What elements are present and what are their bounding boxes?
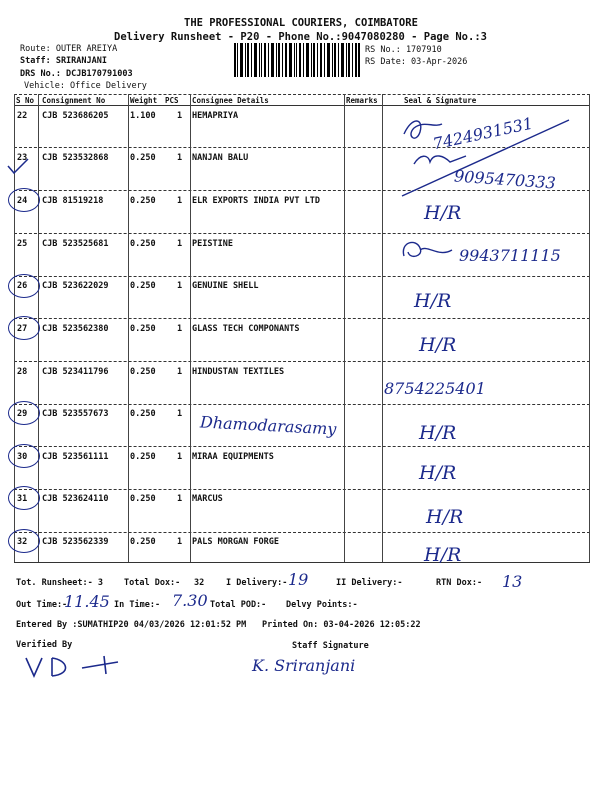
row-signature: H/R (414, 290, 452, 312)
row-consignee: MARCUS (192, 494, 223, 504)
row-signature: 7424931531 (431, 113, 535, 154)
row-weight: 0.250 (130, 196, 156, 206)
row-pcs: 1 (177, 196, 183, 206)
row-consignment: CJB 523525681 (42, 239, 109, 249)
col-remarks: Remarks (346, 96, 378, 105)
total-dox-label: Total Dox:- (124, 578, 181, 588)
staff-signature-value: K. Sriranjani (252, 656, 356, 675)
route-label: Route: OUTER AREIYA (20, 44, 118, 54)
signature-scribble (396, 234, 456, 264)
row-consignment: CJB 523557673 (42, 409, 109, 419)
row-consignee: NANJAN BALU (192, 153, 249, 163)
out-time-value: 11.45 (64, 592, 110, 611)
signature-scribble (410, 146, 470, 176)
col-consignee: Consignee Details (192, 96, 269, 105)
verified-signature (22, 652, 132, 682)
barcode-image (234, 43, 360, 77)
row-sno: 32 (17, 537, 28, 547)
circle-mark (8, 444, 40, 468)
row-pcs: 1 (177, 537, 183, 547)
row-consignee: ELR EXPORTS INDIA PVT LTD (192, 196, 320, 206)
ii-delivery-label: II Delivery:- (336, 578, 403, 588)
row-signature: H/R (419, 462, 457, 484)
row-weight: 0.250 (130, 537, 156, 547)
circle-mark (8, 529, 40, 553)
row-consignment: CJB 523562380 (42, 324, 109, 334)
row-signature: H/R (426, 506, 464, 528)
row-consignee: HINDUSTAN TEXTILES (192, 367, 285, 377)
row-weight: 1.100 (130, 111, 156, 121)
row-sno: 28 (17, 367, 28, 377)
row-sno: 29 (17, 409, 28, 419)
row-sno: 31 (17, 494, 28, 504)
row-signature: 9943711115 (459, 246, 561, 265)
drs-number: DRS No.: DCJB170791003 (20, 69, 133, 79)
col-consignment: Consignment No (42, 96, 106, 105)
runsheet-title: Delivery Runsheet - P20 - Phone No.:9047080280 - Page No.:3 (114, 31, 487, 43)
rs-date: RS Date: 03-Apr-2026 (365, 57, 468, 67)
row-signature: H/R (419, 422, 457, 444)
row-weight: 0.250 (130, 409, 156, 419)
row-weight: 0.250 (130, 153, 156, 163)
entered-by: Entered By :SUMATHIP20 04/03/2026 12:01:52 PM (16, 620, 247, 630)
row-sno: 27 (17, 324, 28, 334)
row-signature: H/R (424, 202, 462, 224)
col-pcs: PCS (165, 96, 179, 105)
row-pcs: 1 (177, 239, 183, 249)
row-weight: 0.250 (130, 494, 156, 504)
total-dox-value: 32 (194, 578, 205, 588)
row-weight: 0.250 (130, 452, 156, 462)
row-consignment: CJB 523561111 (42, 452, 109, 462)
in-time-label: In Time:- (114, 600, 161, 610)
row-consignment: CJB 81519218 (42, 196, 104, 206)
circle-mark (8, 188, 40, 212)
rtn-dox-value: 13 (502, 572, 523, 591)
delvy-points-label: Delvy Points:- (286, 600, 358, 610)
row-consignment: CJB 523624110 (42, 494, 109, 504)
rs-number: RS No.: 1707910 (365, 45, 442, 55)
row-consignee: MIRAA EQUIPMENTS (192, 452, 274, 462)
vehicle-label: Vehicle: Office Delivery (24, 81, 147, 91)
row-consignee: GENUINE SHELL (192, 281, 259, 291)
row-pcs: 1 (177, 409, 183, 419)
circle-mark (8, 274, 40, 298)
row-consignment: CJB 523686205 (42, 111, 109, 121)
row-sno: 30 (17, 452, 28, 462)
row-weight: 0.250 (130, 281, 156, 291)
row-pcs: 1 (177, 452, 183, 462)
row-pcs: 1 (177, 324, 183, 334)
total-pod-label: Total POD:- (210, 600, 267, 610)
row-sno: 25 (17, 239, 28, 249)
row-signature: 9095470333 (453, 166, 557, 193)
row-weight: 0.250 (130, 367, 156, 377)
circle-mark (8, 401, 40, 425)
circle-mark (8, 316, 40, 340)
row-pcs: 1 (177, 111, 183, 121)
row-consignee-handwritten: Dhamodarasamy (199, 412, 337, 439)
row-consignee: PALS MORGAN FORGE (192, 537, 279, 547)
i-delivery-label: I Delivery:- (226, 578, 288, 588)
col-weight: Weight (130, 96, 158, 105)
row-pcs: 1 (177, 494, 183, 504)
row-signature: 8754225401 (384, 379, 486, 398)
row-consignee: GLASS TECH COMPONANTS (192, 324, 300, 334)
out-time-label: Out Time:- (16, 600, 68, 610)
row-consignee: PEISTINE (192, 239, 233, 249)
i-delivery-value: 19 (288, 570, 309, 589)
row-sno: 24 (17, 196, 28, 206)
row-pcs: 1 (177, 367, 183, 377)
runsheet-table (14, 94, 590, 566)
staff-label: Staff: SRIRANJANI (20, 56, 107, 66)
row-sno: 23 (17, 153, 28, 163)
staff-signature-label: Staff Signature (292, 641, 369, 651)
row-signature: H/R (424, 544, 462, 566)
row-consignee: HEMAPRIYA (192, 111, 239, 121)
row-weight: 0.250 (130, 324, 156, 334)
row-weight: 0.250 (130, 239, 156, 249)
check-mark (6, 156, 32, 176)
col-sno: S No (16, 96, 35, 105)
row-pcs: 1 (177, 153, 183, 163)
row-signature: H/R (419, 334, 457, 356)
col-signature: Seal & Signature (404, 96, 477, 105)
row-sno: 22 (17, 111, 28, 121)
row-consignment: CJB 523562339 (42, 537, 109, 547)
circle-mark (8, 486, 40, 510)
company-name: THE PROFESSIONAL COURIERS, COIMBATORE (184, 17, 418, 29)
row-consignment: CJB 523411796 (42, 367, 109, 377)
tot-runsheet: Tot. Runsheet:- 3 (16, 578, 103, 588)
printed-on: Printed On: 03-04-2026 12:05:22 (262, 620, 421, 630)
row-consignment: CJB 523532868 (42, 153, 109, 163)
row-consignment: CJB 523622029 (42, 281, 109, 291)
row-sno: 26 (17, 281, 28, 291)
in-time-value: 7.30 (172, 591, 208, 610)
row-pcs: 1 (177, 281, 183, 291)
rtn-dox-label: RTN Dox:- (436, 578, 483, 588)
verified-by-label: Verified By (16, 640, 73, 650)
